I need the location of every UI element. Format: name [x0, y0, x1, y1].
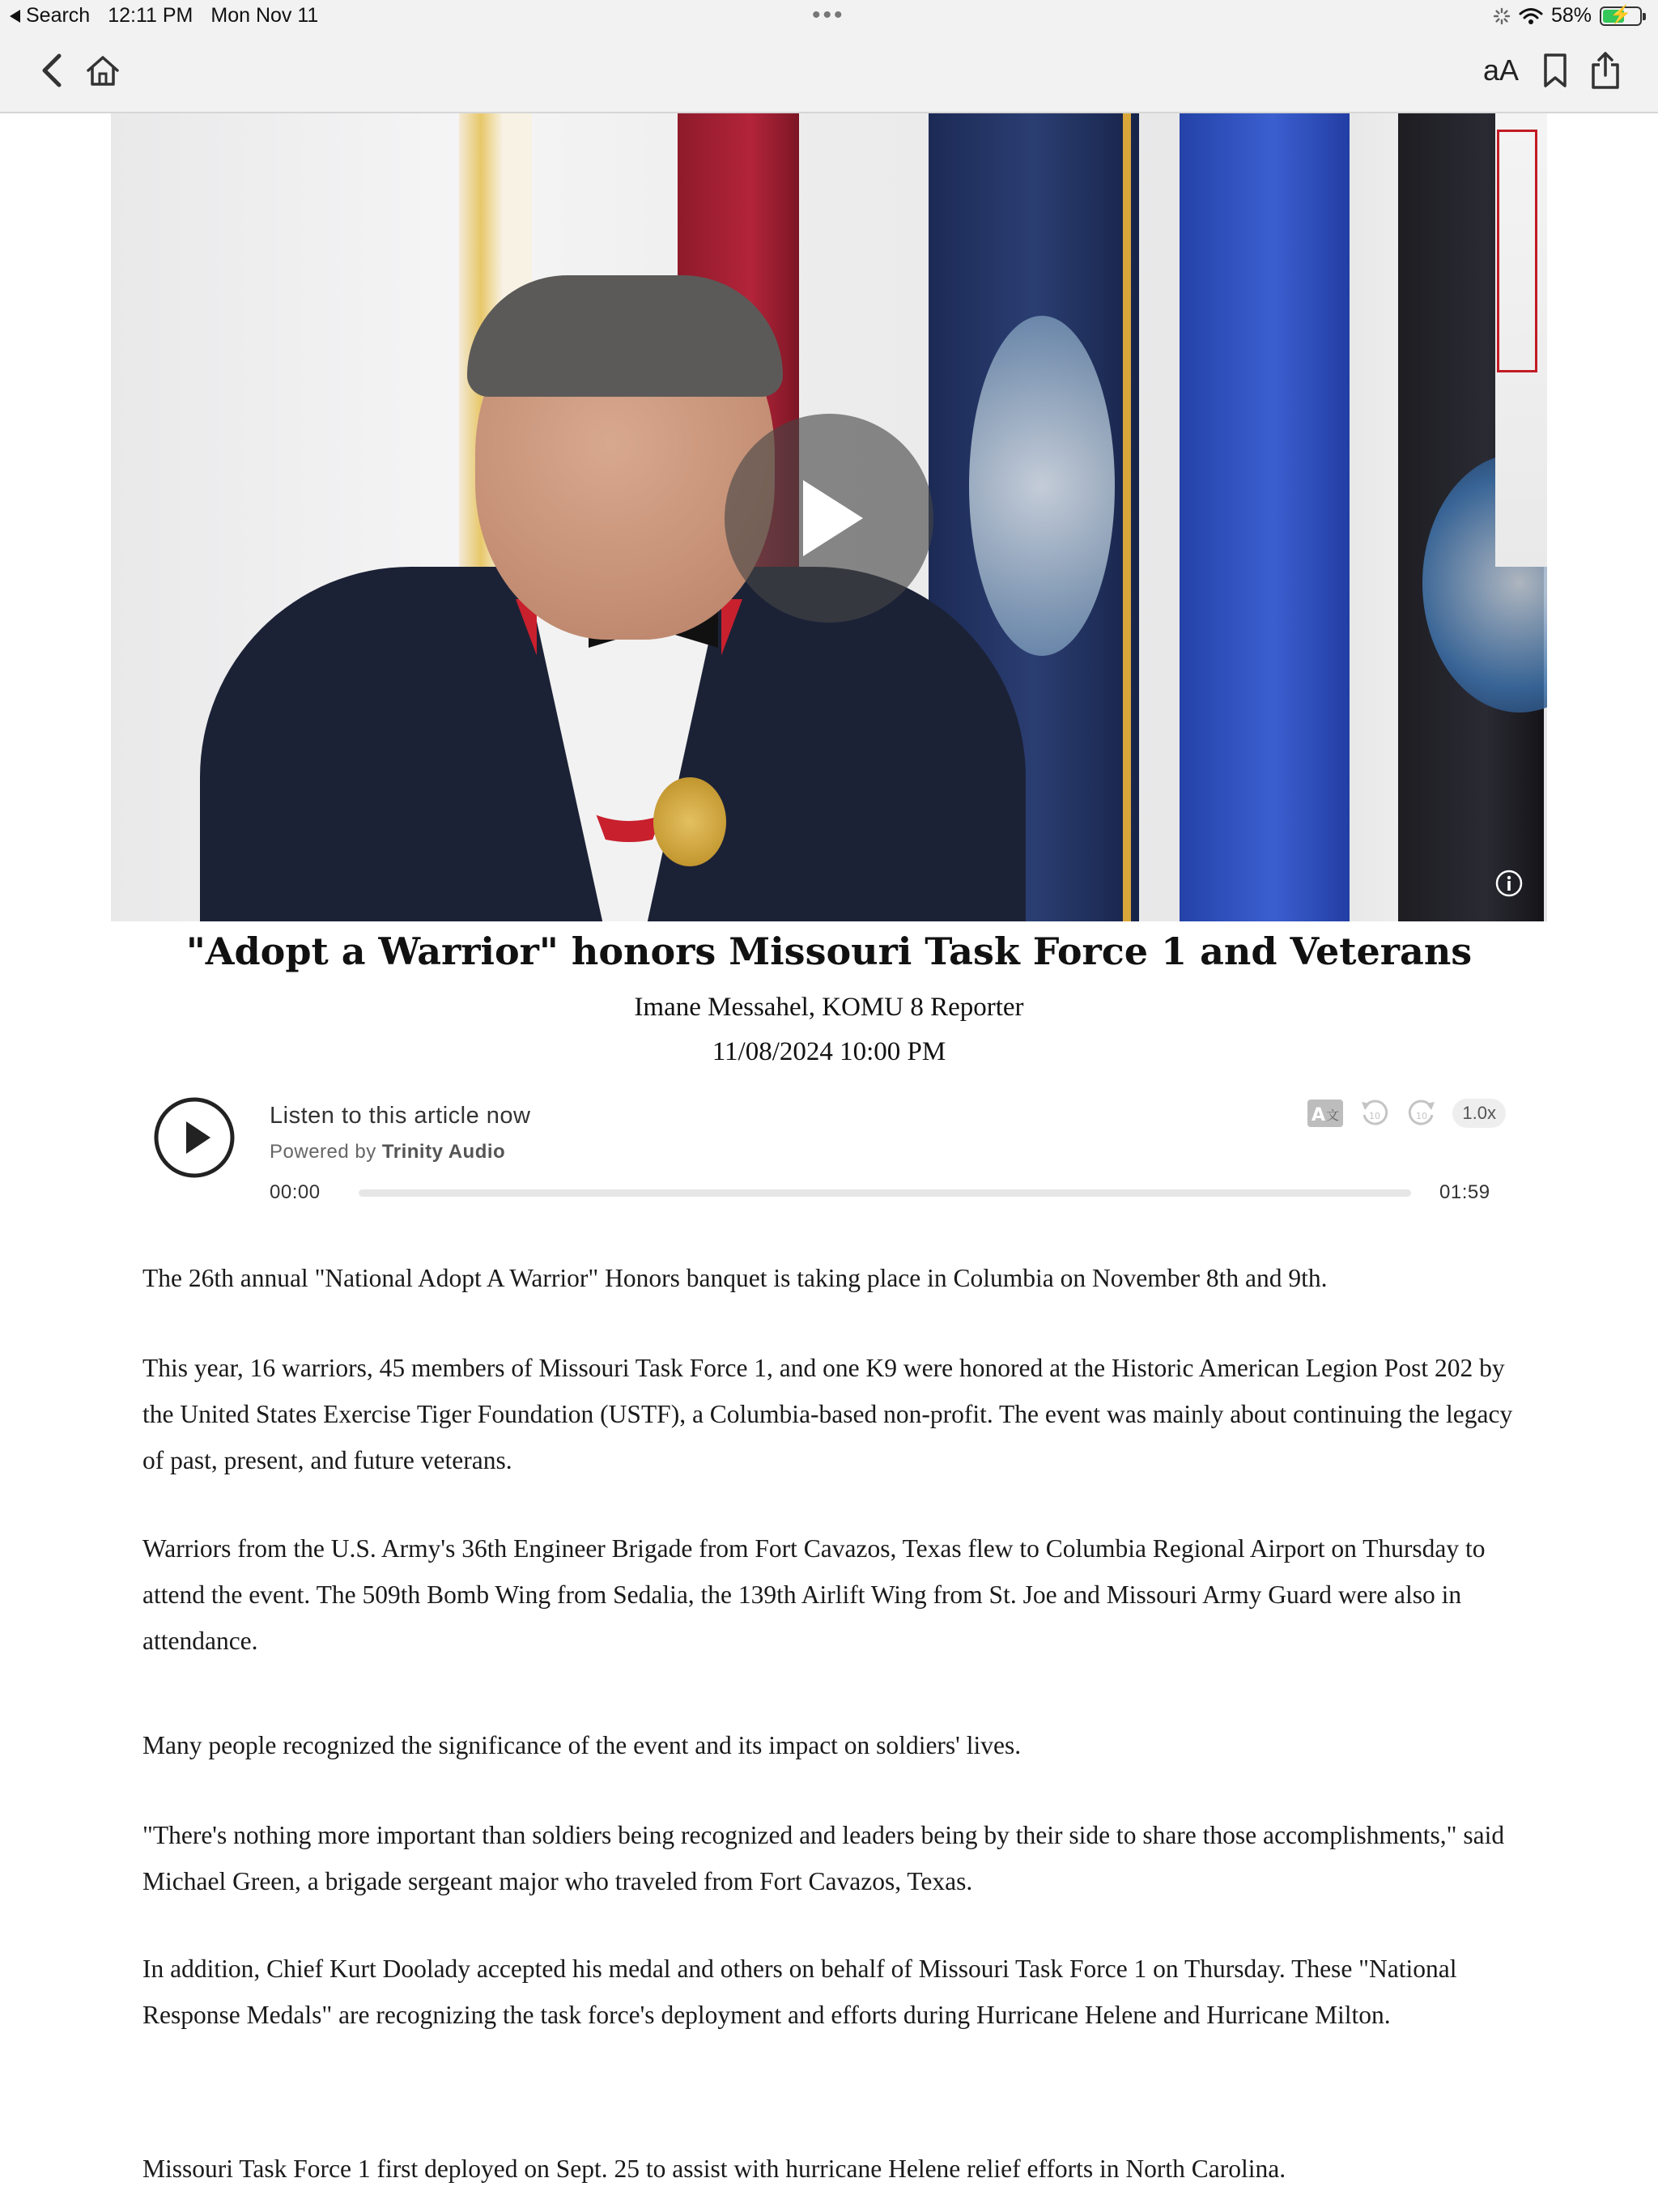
multitasking-dots-icon[interactable]: ••• [812, 2, 845, 28]
flag-decoration [1180, 113, 1366, 921]
audio-player-title: Listen to this article now [270, 1103, 531, 1129]
article-headline: "Adopt a Warrior" honors Missouri Task Force 1 and Veterans [185, 929, 1473, 973]
loading-spinner-icon [1493, 7, 1511, 25]
chevron-left-icon [40, 53, 62, 88]
playback-speed-button[interactable]: 1.0x [1452, 1099, 1506, 1128]
svg-text:A: A [1312, 1105, 1326, 1125]
browser-toolbar [0, 32, 1658, 113]
bookmark-button[interactable] [1535, 50, 1575, 91]
back-app-label: Search [26, 4, 91, 27]
article-paragraph: The 26th annual "National Adopt A Warrior" Honors banquet is taking place in Columbia on November 8th and 9th. [142, 1264, 1328, 1292]
medal [653, 777, 726, 866]
share-icon [1589, 51, 1622, 90]
audio-play-button[interactable] [154, 1097, 235, 1178]
powered-by-brand-link[interactable]: Trinity Audio [381, 1141, 506, 1163]
article-paragraph: "There's nothing more important than soldiers being recognized and leaders being by their side to share those accomplishments," said Michael Green, a brigade sergeant major who traveled from Fort Cavazos, Texas. [142, 1821, 1505, 1895]
home-button[interactable] [83, 50, 123, 91]
person-hair [467, 275, 783, 397]
wifi-icon [1519, 7, 1543, 25]
status-time: 12:11 PM [108, 4, 193, 27]
article-paragraph: Many people recognized the significance of the event and its impact on soldiers' lives. [142, 1731, 1022, 1759]
powered-by-label: Powered by [270, 1141, 376, 1163]
audio-player [154, 1095, 1506, 1216]
audio-duration: 01:59 [1439, 1181, 1490, 1203]
article-paragraph: In addition, Chief Kurt Doolady accepted his medal and others on behalf of Missouri Task Force 1 on Thursday. These "National Response Medals" are recognizing the task force's deployment and efforts during Hurricane Helene and Hurricane Milton. [142, 1955, 1457, 2029]
svg-text:文: 文 [1326, 1108, 1340, 1123]
back-triangle-icon [10, 10, 21, 23]
audio-progress-bar[interactable] [359, 1189, 1411, 1197]
status-date: Mon Nov 11 [210, 4, 319, 27]
battery-percent: 58% [1550, 4, 1592, 27]
bookmark-icon [1542, 53, 1568, 88]
text-size-button[interactable]: aA [1483, 53, 1520, 87]
info-icon[interactable] [1495, 870, 1523, 897]
article-paragraph: Missouri Task Force 1 first deployed on Sept. 25 to assist with hurricane Helene relief efforts in North Carolina. [142, 2155, 1286, 2183]
back-to-app-link[interactable] [10, 4, 90, 28]
translate-icon[interactable] [1307, 1099, 1344, 1128]
share-button[interactable] [1585, 50, 1626, 91]
svg-text:10: 10 [1369, 1111, 1381, 1121]
video-player[interactable] [111, 113, 1547, 921]
play-icon [789, 474, 869, 563]
article-paragraph: Warriors from the U.S. Army's 36th Engineer Brigade from Fort Cavazos, Texas flew to Columbia Regional Airport on Thursday to attend the event. The 509th Bomb Wing from Sedalia, the 139th Airlift Wing from St. Joe and Missouri Army Guard were also in attendance. [142, 1534, 1486, 1655]
home-icon [86, 54, 120, 87]
audio-powered-by [270, 1141, 505, 1163]
audio-current-time: 00:00 [270, 1181, 321, 1203]
rewind-10-icon[interactable] [1358, 1097, 1391, 1129]
article-paragraph: This year, 16 warriors, 45 members of Missouri Task Force 1, and one K9 were honored at the Historic American Legion Post 202 by the United States Exercise Tiger Foundation (USTF), a Columbia-based non-profit. The event was mainly about continuing the legacy of past, present, and future veterans. [142, 1354, 1513, 1474]
article-date: 11/08/2024 10:00 PM [712, 1037, 946, 1066]
emblem-decoration [969, 316, 1115, 656]
article-byline: Imane Messahel, KOMU 8 Reporter [634, 993, 1024, 1022]
svg-text:10: 10 [1416, 1111, 1428, 1121]
status-bar [0, 0, 1658, 32]
back-button[interactable] [31, 50, 71, 91]
fire-sign-decoration [1497, 130, 1537, 372]
video-play-button[interactable] [725, 414, 933, 623]
flag-decoration [1123, 113, 1131, 921]
battery-icon: ⚡ [1600, 6, 1642, 26]
forward-10-icon[interactable] [1405, 1097, 1438, 1129]
